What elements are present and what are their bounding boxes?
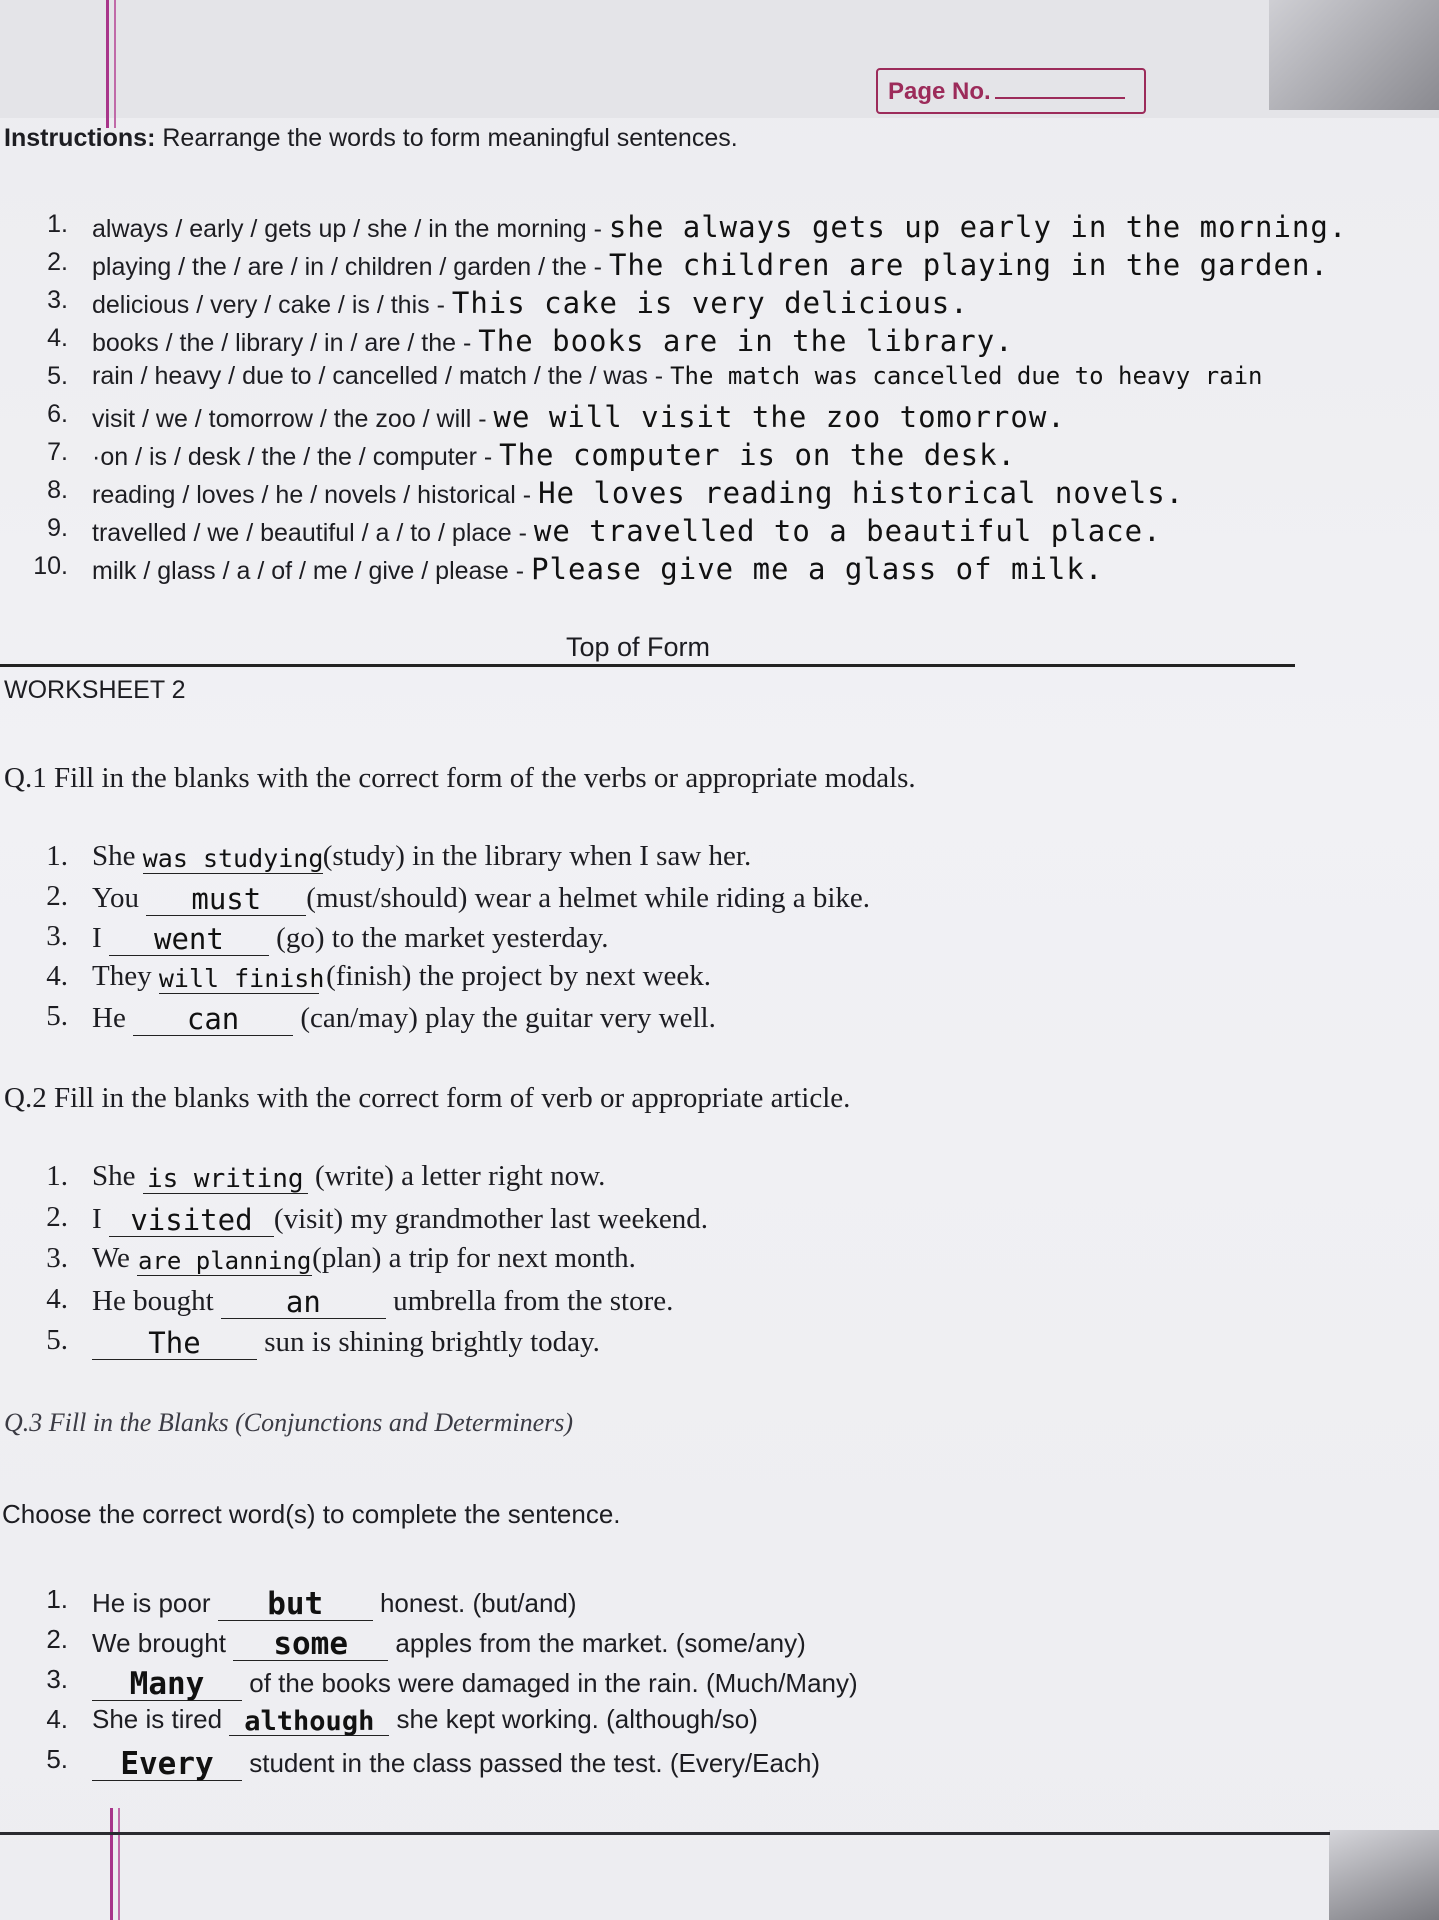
- item-text-after: apples from the market. (some/any): [395, 1628, 806, 1658]
- instructions: [4, 124, 738, 153]
- margin-line: [110, 1808, 113, 1920]
- page-number-box: [876, 68, 1146, 114]
- answer-blank: [133, 1000, 293, 1036]
- item-number: 8.: [47, 476, 68, 504]
- item-text-before: She is tired: [92, 1704, 223, 1734]
- answer-blank: [137, 1242, 312, 1276]
- handwritten-answer: but: [267, 1586, 324, 1622]
- item-prompt: playing / the / are / in / children / garden / the -: [92, 253, 603, 281]
- item-number: 5.: [46, 1000, 68, 1032]
- item-number: 1.: [46, 1584, 68, 1614]
- background-edge-bottom: [1329, 1830, 1439, 1920]
- item-number: 7.: [47, 438, 68, 466]
- item-number: 3.: [46, 1242, 68, 1274]
- item-number: 3.: [46, 920, 68, 952]
- item-text-after: she kept working. (although/so): [396, 1704, 758, 1734]
- answer-blank: [233, 1624, 388, 1661]
- instructions-label: Instructions:: [4, 124, 156, 152]
- item-number: 2.: [47, 248, 68, 276]
- answer-blank: [229, 1704, 389, 1736]
- item-text-after: (finish) the project by next week.: [326, 960, 712, 992]
- handwritten-answer: This cake is very delicious.: [451, 286, 969, 320]
- item-prompt: reading / loves / he / novels / historical -: [92, 481, 532, 509]
- item-text-after: (write) a letter right now.: [315, 1160, 606, 1192]
- item-text-before: We: [92, 1242, 130, 1274]
- handwritten-answer: we travelled to a beautiful place.: [533, 514, 1162, 548]
- margin-line: [114, 0, 116, 128]
- answer-blank: [92, 1324, 257, 1360]
- answer-blank: [143, 1160, 308, 1194]
- item-text-after: (plan) a trip for next month.: [312, 1242, 636, 1274]
- margin-line: [118, 1808, 120, 1920]
- item-number: 5.: [46, 1744, 68, 1774]
- answer-blank: [218, 1584, 373, 1621]
- top-of-form-label: Top of Form: [566, 632, 711, 662]
- handwritten-answer: although: [244, 1706, 375, 1737]
- handwritten-answer: is writing: [146, 1164, 304, 1194]
- item-text-after: (visit) my grandmother last weekend.: [273, 1203, 709, 1235]
- item-number: 2.: [46, 1201, 68, 1233]
- item-number: 6.: [47, 400, 68, 428]
- item-text-before: She: [92, 1160, 136, 1192]
- handwritten-answer: are planning: [137, 1247, 312, 1275]
- item-number: 2.: [46, 880, 68, 912]
- item-text-before: He bought: [92, 1285, 214, 1317]
- handwritten-answer: can: [186, 1002, 240, 1036]
- item-text-after: (go) to the market yesterday.: [276, 922, 609, 954]
- answer-blank: [92, 1664, 242, 1701]
- item-number: 1.: [46, 840, 68, 872]
- item-text-after: (must/should) wear a helmet while riding a bike.: [306, 882, 871, 914]
- handwritten-answer: went: [154, 922, 224, 956]
- margin-line: [106, 0, 109, 128]
- q1-title: Q.1 Fill in the blanks with the correct form of the verbs or appropriate modals.: [4, 762, 916, 794]
- item-text-after: sun is shining brightly today.: [264, 1326, 600, 1358]
- handwritten-answer: will finish: [158, 964, 325, 993]
- item-text-before: I: [92, 1203, 102, 1235]
- item-number: 4.: [47, 324, 68, 352]
- item-prompt: always / early / gets up / she / in the morning -: [92, 215, 602, 243]
- item-prompt: books / the / library / in / are / the -: [92, 329, 472, 357]
- item-text-before: She: [92, 840, 136, 872]
- handwritten-answer: an: [285, 1285, 321, 1319]
- item-number: 1.: [47, 210, 68, 238]
- q2-title: Q.2 Fill in the blanks with the correct form of verb or appropriate article.: [4, 1082, 851, 1114]
- answer-blank: [92, 1744, 242, 1781]
- q3-instruction: Choose the correct word(s) to complete the sentence.: [2, 1499, 621, 1529]
- item-prompt: visit / we / tomorrow / the zoo / will -: [92, 405, 487, 433]
- item-prompt: ·on / is / desk / the / the / computer -: [92, 443, 493, 471]
- handwritten-answer: Many: [129, 1666, 205, 1702]
- bottom-rule: [0, 1832, 1330, 1835]
- item-text-after: student in the class passed the test. (Every/Each): [249, 1748, 821, 1778]
- item-text-before: He is poor: [92, 1588, 211, 1618]
- handwritten-answer: Every: [120, 1746, 214, 1782]
- item-number: 4.: [46, 1704, 68, 1734]
- item-text-before: I: [92, 922, 102, 954]
- handwritten-answer: The match was cancelled due to heavy rain: [670, 362, 1263, 390]
- page-number-label: Page No.: [888, 78, 991, 105]
- item-text-after: honest. (but/and): [379, 1588, 577, 1618]
- instructions-text: Rearrange the words to form meaningful sentences.: [162, 124, 738, 152]
- answer-blank: [158, 960, 325, 994]
- answer-blank: [109, 920, 269, 956]
- item-text-after: (study) in the library when I saw her.: [322, 840, 752, 872]
- item-number: 3.: [47, 286, 68, 314]
- handwritten-answer: The: [148, 1326, 201, 1360]
- item-number: 4.: [46, 960, 68, 992]
- answer-blank: [146, 880, 306, 916]
- item-prompt: delicious / very / cake / is / this -: [92, 291, 445, 319]
- handwritten-answer: was studying: [142, 844, 324, 873]
- page-number-blank: [995, 97, 1125, 99]
- handwritten-answer: must: [191, 882, 262, 916]
- item-number: 9.: [47, 514, 68, 542]
- worksheet-title: WORKSHEET 2: [4, 676, 186, 704]
- handwritten-answer: The computer is on the desk.: [499, 438, 1016, 472]
- handwritten-answer: visited: [130, 1203, 253, 1237]
- answer-blank: [143, 840, 323, 874]
- item-prompt: travelled / we / beautiful / a / to / place -: [92, 519, 527, 547]
- item-text-after: umbrella from the store.: [393, 1285, 674, 1317]
- handwritten-answer: we will visit the zoo tomorrow.: [493, 400, 1066, 434]
- background-edge: [1269, 0, 1439, 110]
- item-number: 5.: [46, 1324, 68, 1356]
- item-text-before: He: [92, 1002, 126, 1034]
- handwritten-answer: The books are in the library.: [478, 324, 1014, 358]
- item-number: 3.: [46, 1664, 68, 1694]
- item-text-after: of the books were damaged in the rain. (Much/Many): [249, 1668, 858, 1698]
- answer-blank: [109, 1201, 274, 1237]
- handwritten-answer: Please give me a glass of milk.: [531, 552, 1104, 586]
- item-prompt: rain / heavy / due to / cancelled / match / the / was -: [92, 362, 664, 390]
- item-number: 10.: [33, 552, 68, 580]
- item-number: 5.: [47, 362, 68, 390]
- answer-blank: [221, 1283, 386, 1319]
- q3-title: Q.3 Fill in the Blanks (Conjunctions and Determiners): [4, 1408, 574, 1437]
- item-number: 2.: [46, 1624, 68, 1654]
- item-text-before: You: [92, 882, 140, 914]
- item-text-after: (can/may) play the guitar very well.: [300, 1002, 716, 1034]
- handwritten-answer: some: [273, 1626, 348, 1662]
- item-text-before: We brought: [92, 1628, 226, 1658]
- item-number: 1.: [46, 1160, 68, 1192]
- handwritten-answer: she always gets up early in the morning.: [608, 210, 1348, 244]
- item-prompt: milk / glass / a / of / me / give / please -: [92, 557, 525, 585]
- item-text-before: They: [92, 960, 152, 992]
- divider: [0, 664, 1295, 667]
- item-number: 4.: [46, 1283, 68, 1315]
- handwritten-answer: The children are playing in the garden.: [608, 248, 1329, 282]
- top-strip: [0, 0, 1439, 118]
- handwritten-answer: He loves reading historical novels.: [538, 476, 1185, 510]
